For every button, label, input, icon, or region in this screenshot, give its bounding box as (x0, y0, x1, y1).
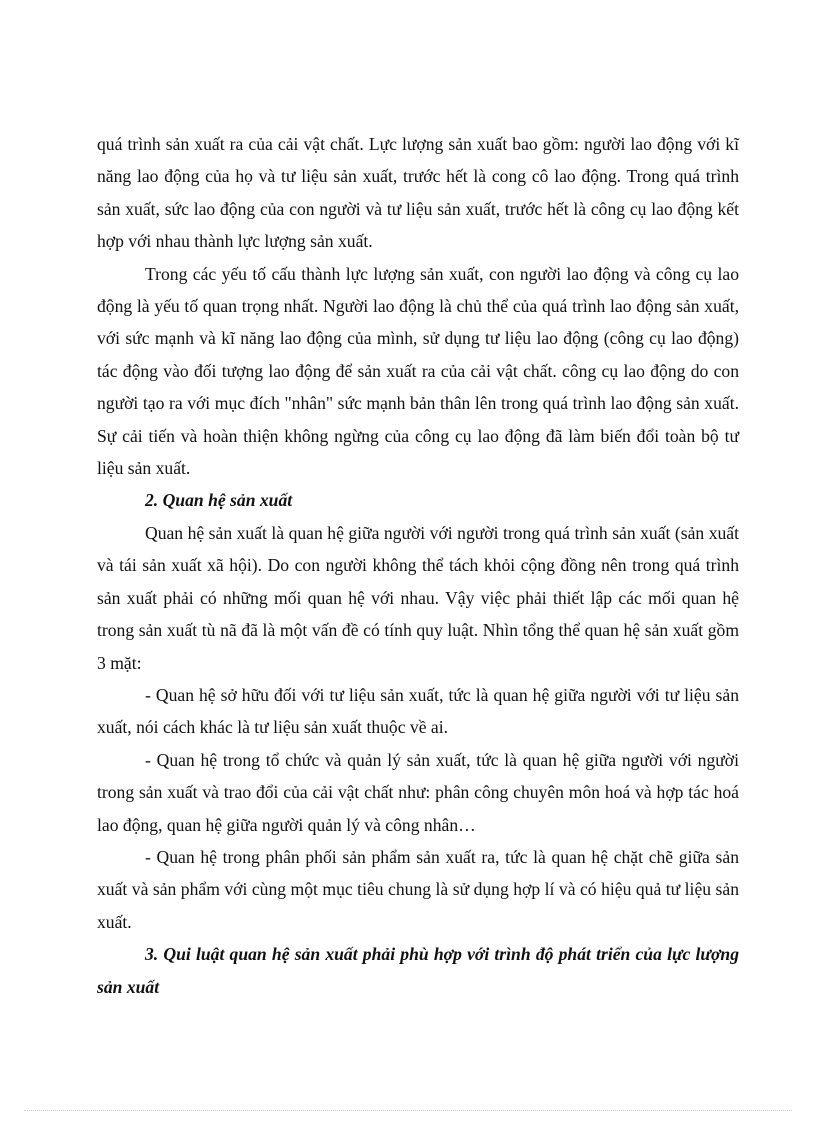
page-bottom-divider (24, 1110, 792, 1111)
paragraph-elements-of-productive-forces: Trong các yếu tố cấu thành lực lượng sản xuất, con người lao động và công cụ lao động là yếu tố quan trọng nhất. Người lao động là chủ thể của quá trình lao động sản xuất, với sức mạnh và kĩ năng lao động của mình, sử dụng tư liệu lao động (công cụ lao động) tác động vào đối tượng lao động để sản xuất ra của cải vật chất. công cụ lao động do con người tạo ra với mục đích "nhân" sức mạnh bản thân lên trong quá trình lao động sản xuất. Sự cải tiến và hoàn thiện không ngừng của công cụ lao động đã làm biến đổi toàn bộ tư liệu sản xuất. (97, 263, 739, 479)
list-item-ownership-relation: - Quan hệ sở hữu đối với tư liệu sản xuất, tức là quan hệ giữa người với tư liệu sản xuất, nói cách khác là tư liệu sản xuất thuộc về ai. (97, 684, 739, 738)
paragraph-productive-forces-intro: quá trình sản xuất ra của cải vật chất. Lực lượng sản xuất bao gồm: người lao động với kĩ năng lao động của họ và tư liệu sản xuất, trước hết là cong cô lao động. Trong quá trình sản xuất, sức lao động của con người và tư liệu sản xuất, trước hết là công cụ lao động kết hợp với nhau thành lực lượng sản xuất. (97, 134, 739, 252)
list-item-distribution-relation: - Quan hệ trong phân phối sản phẩm sản xuất ra, tức là quan hệ chặt chẽ giữa sản xuất và sản phẩm với cùng một mục tiêu chung là sử dụng hợp lí và có hiệu quả tư liệu sản xuất. (97, 846, 739, 932)
document-body (97, 128, 739, 1003)
heading-relations-of-production: 2. Quan hệ sản xuất (145, 490, 293, 511)
heading-law-of-correspondence: 3. Qui luật quan hệ sản xuất phải phù hợp với trình độ phát triển của lực lượng sản xuất (97, 944, 739, 997)
paragraph-relations-definition: Quan hệ sản xuất là quan hệ giữa người với người trong quá trình sản xuất (sản xuất và tái sản xuất xã hội). Do con người không thể tách khỏi cộng đồng nên trong quá trình sản xuất phải có những mối quan hệ với nhau. Vậy việc phải thiết lập các mối quan hệ trong sản xuất tù nã đã là một vấn đề có tính quy luật. Nhìn tổng thể quan hệ sản xuất gồm 3 mặt: (97, 522, 739, 673)
list-item-management-relation: - Quan hệ trong tổ chức và quản lý sản xuất, tức là quan hệ giữa người với người trong sản xuất và trao đổi của cải vật chất như: phân công chuyên môn hoá và hợp tác hoá lao động, quan hệ giữa người quản lý và công nhân… (97, 749, 739, 835)
